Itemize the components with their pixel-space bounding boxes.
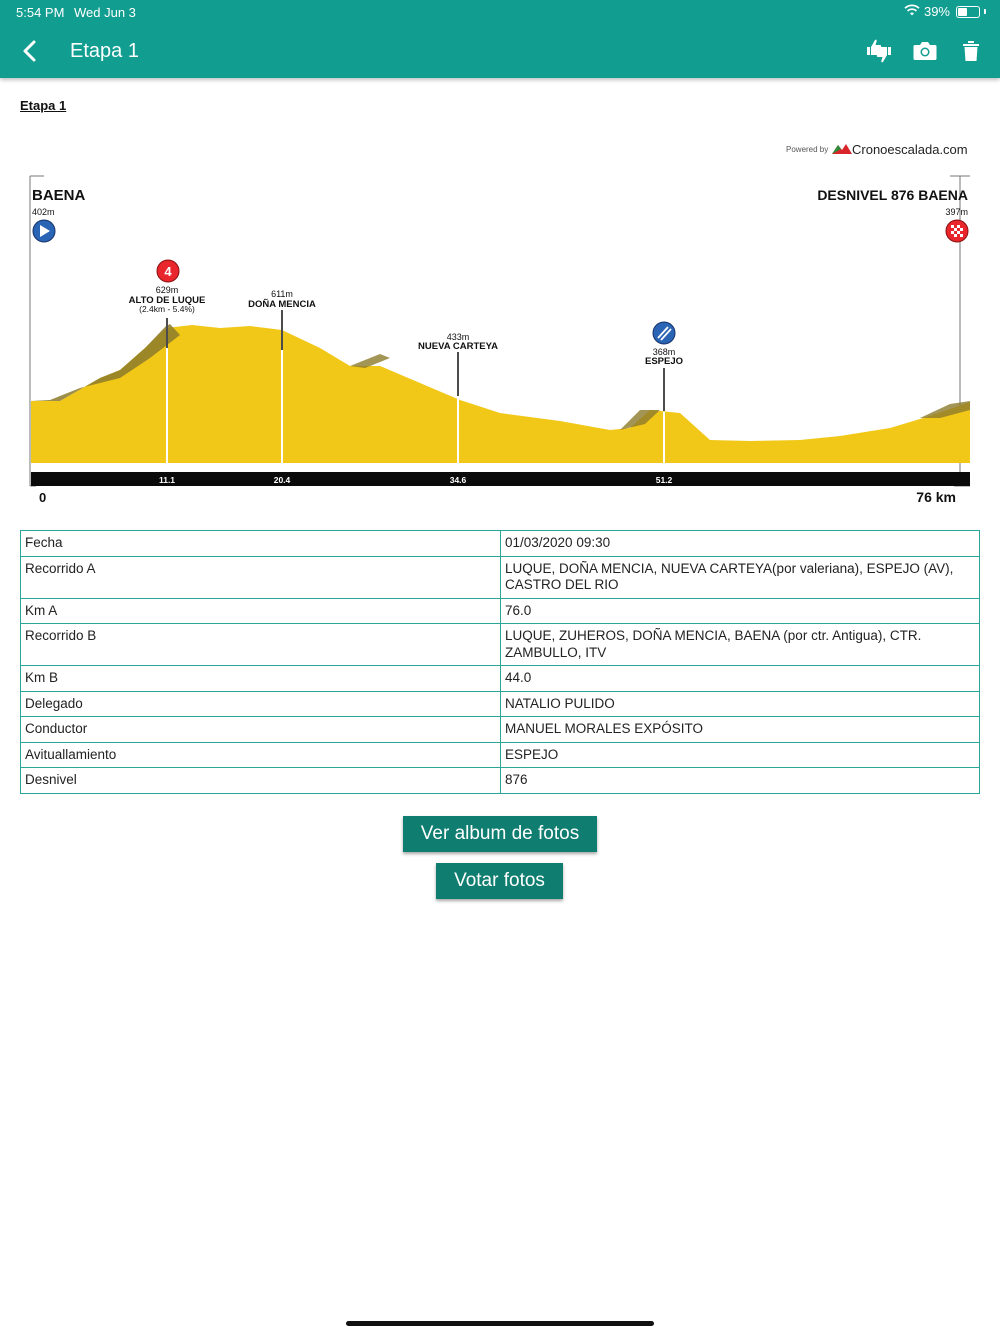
- table-row: [21, 624, 980, 666]
- marker-name: DOÑA MENCIA: [248, 299, 316, 310]
- end-name: DESNIVEL 876 BAENA: [817, 187, 968, 203]
- stage-link[interactable]: Etapa 1: [20, 98, 67, 113]
- marker-name: ESPEJO: [644, 356, 684, 367]
- vote-photos-button[interactable]: Votar fotos: [436, 863, 563, 899]
- end-altitude: 397m: [945, 207, 968, 217]
- feed-zone-icon: [653, 322, 675, 344]
- cronoescalada-logo-icon: [832, 144, 852, 154]
- row-value: 76.0: [501, 598, 980, 624]
- marker-altitude: 368m: [652, 347, 676, 357]
- marker-km: 34.6: [449, 475, 467, 485]
- marker-km: 11.1: [158, 475, 176, 485]
- table-row: [21, 691, 980, 717]
- status-time: 5:54 PM: [16, 5, 65, 20]
- row-value: NATALIO PULIDO: [501, 691, 980, 717]
- battery-cap: [984, 9, 986, 14]
- page-title: Etapa 1: [70, 40, 139, 62]
- stage-profile: [20, 138, 980, 518]
- row-value: 01/03/2020 09:30: [501, 531, 980, 557]
- home-indicator: [346, 1321, 654, 1326]
- table-row: [21, 717, 980, 743]
- row-label: Conductor: [21, 717, 501, 743]
- table-row: [21, 742, 980, 768]
- thumbs-up-down-icon: [865, 38, 893, 64]
- row-value: MANUEL MORALES EXPÓSITO: [501, 717, 980, 743]
- stage-info-table: [20, 530, 980, 794]
- stage-profile-chart: [20, 138, 980, 518]
- row-label: Recorrido B: [21, 624, 501, 666]
- vote-button[interactable]: [864, 36, 894, 66]
- battery-fill: [958, 8, 967, 16]
- delete-button[interactable]: [956, 36, 986, 66]
- row-label: Desnivel: [21, 768, 501, 794]
- table-row: [21, 768, 980, 794]
- battery-icon: [956, 6, 980, 18]
- marker-altitude: 611m: [271, 289, 293, 299]
- table-row: [21, 556, 980, 598]
- km-start: 0: [39, 490, 47, 505]
- row-label: Km A: [21, 598, 501, 624]
- nav-bar: [0, 26, 1000, 78]
- finish-flag-icon: [946, 220, 968, 242]
- row-label: Fecha: [21, 531, 501, 557]
- km-end: 76 km: [916, 489, 956, 505]
- climb-category: 4: [164, 264, 172, 279]
- marker-km: 51.2: [655, 475, 673, 485]
- marker-name: ALTO DE LUQUE: [128, 295, 206, 306]
- marker-altitude: 433m: [446, 332, 470, 342]
- table-row: [21, 666, 980, 692]
- trash-icon: [962, 40, 980, 62]
- credit-small: Powered by: [786, 145, 829, 154]
- table-row: [21, 531, 980, 557]
- row-value: 876: [501, 768, 980, 794]
- start-altitude: 402m: [32, 207, 55, 217]
- wifi-icon: [904, 4, 920, 19]
- chevron-left-icon: [21, 40, 37, 62]
- marker-extra: (2.4km - 5.4%): [139, 304, 195, 314]
- row-value: 44.0: [501, 666, 980, 692]
- row-label: Delegado: [21, 691, 501, 717]
- view-album-button[interactable]: Ver album de fotos: [403, 816, 597, 852]
- table-row: [21, 598, 980, 624]
- row-label: Avituallamiento: [21, 742, 501, 768]
- row-value: LUQUE, ZUHEROS, DOÑA MENCIA, BAENA (por ctr. Antigua), CTR. ZAMBULLO, ITV: [501, 624, 980, 666]
- profile-terrain: [31, 325, 970, 463]
- status-right: [904, 4, 986, 19]
- marker-altitude: 629m: [155, 285, 179, 295]
- nav-actions: [864, 36, 986, 66]
- start-name: BAENA: [32, 187, 86, 204]
- camera-button[interactable]: [910, 36, 940, 66]
- row-value: ESPEJO: [501, 742, 980, 768]
- row-value: LUQUE, DOÑA MENCIA, NUEVA CARTEYA(por valeriana), ESPEJO (AV), CASTRO DEL RIO: [501, 556, 980, 598]
- status-date: Wed Jun 3: [74, 5, 136, 20]
- credit-brand[interactable]: Cronoescalada.com: [852, 142, 968, 157]
- row-label: Km B: [21, 666, 501, 692]
- marker-name: NUEVA CARTEYA: [418, 341, 498, 352]
- top-bar: [0, 0, 1000, 78]
- marker-km: 20.4: [273, 475, 291, 485]
- battery-percent: 39%: [923, 4, 950, 19]
- status-bar: [0, 0, 1000, 24]
- back-button[interactable]: [14, 36, 44, 66]
- row-label: Recorrido A: [21, 556, 501, 598]
- camera-icon: [913, 41, 937, 61]
